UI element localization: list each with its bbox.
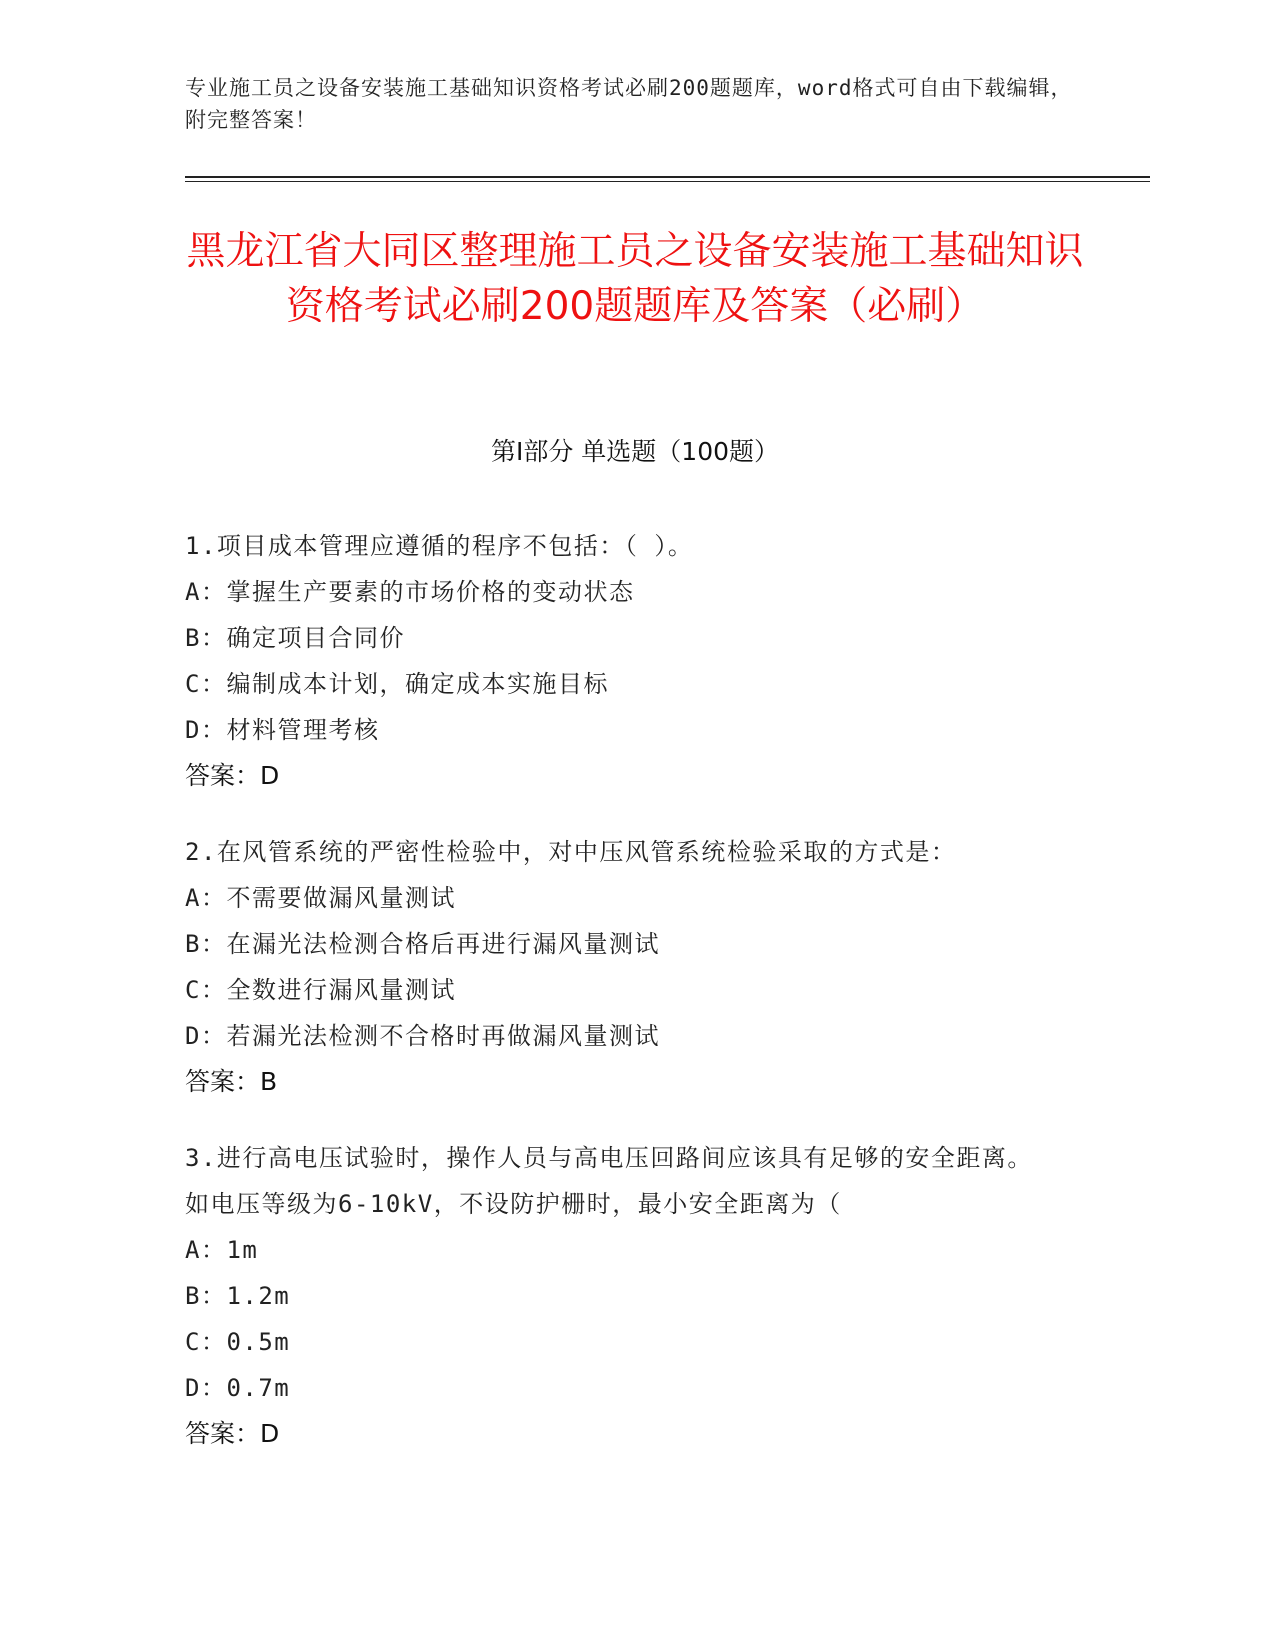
section-heading: 第Ⅰ部分 单选题（100题） [490, 437, 780, 466]
header-divider-thick [185, 176, 1150, 178]
option-a: A：1m [185, 1236, 259, 1264]
header-note: 专业施工员之设备安装施工基础知识资格考试必刷200题题库，word格式可自由下载编辑，附完整答案！ [185, 76, 1073, 132]
header-divider-thin [185, 181, 1150, 182]
answer: 答案：B [185, 1067, 278, 1096]
question-stem: 3.进行高电压试验时，操作人员与高电压回路间应该具有足够的安全距离。如电压等级为6-10kV，不设防护栅时，最小安全距离为（ [185, 1144, 1033, 1218]
answer: 答案：D [185, 761, 280, 790]
question-stem: 1.项目成本管理应遵循的程序不包括：（ ）。 [185, 532, 694, 560]
option-a: A：掌握生产要素的市场价格的变动状态 [185, 578, 635, 606]
option-b: B：在漏光法检测合格后再进行漏风量测试 [185, 930, 660, 958]
question-stem: 2.在风管系统的严密性检验中，对中压风管系统检验采取的方式是： [185, 838, 957, 866]
option-d: D：若漏光法检测不合格时再做漏风量测试 [185, 1022, 660, 1050]
question-list [185, 523, 1065, 1487]
option-b: B：1.2m [185, 1282, 291, 1310]
option-c: C：0.5m [185, 1328, 291, 1356]
option-c: C：编制成本计划，确定成本实施目标 [185, 670, 609, 698]
option-b: B：确定项目合同价 [185, 624, 405, 652]
question-1 [185, 523, 1065, 799]
question-3 [185, 1135, 1065, 1457]
option-a: A：不需要做漏风量测试 [185, 884, 456, 912]
option-d: D：材料管理考核 [185, 716, 380, 744]
option-d: D：0.7m [185, 1374, 291, 1402]
answer: 答案：D [185, 1419, 280, 1448]
option-c: C：全数进行漏风量测试 [185, 976, 456, 1004]
document-title: 黑龙江省大同区整理施工员之设备安装施工基础知识资格考试必刷200题题库及答案（必刷） [186, 229, 1084, 329]
question-2 [185, 829, 1065, 1105]
